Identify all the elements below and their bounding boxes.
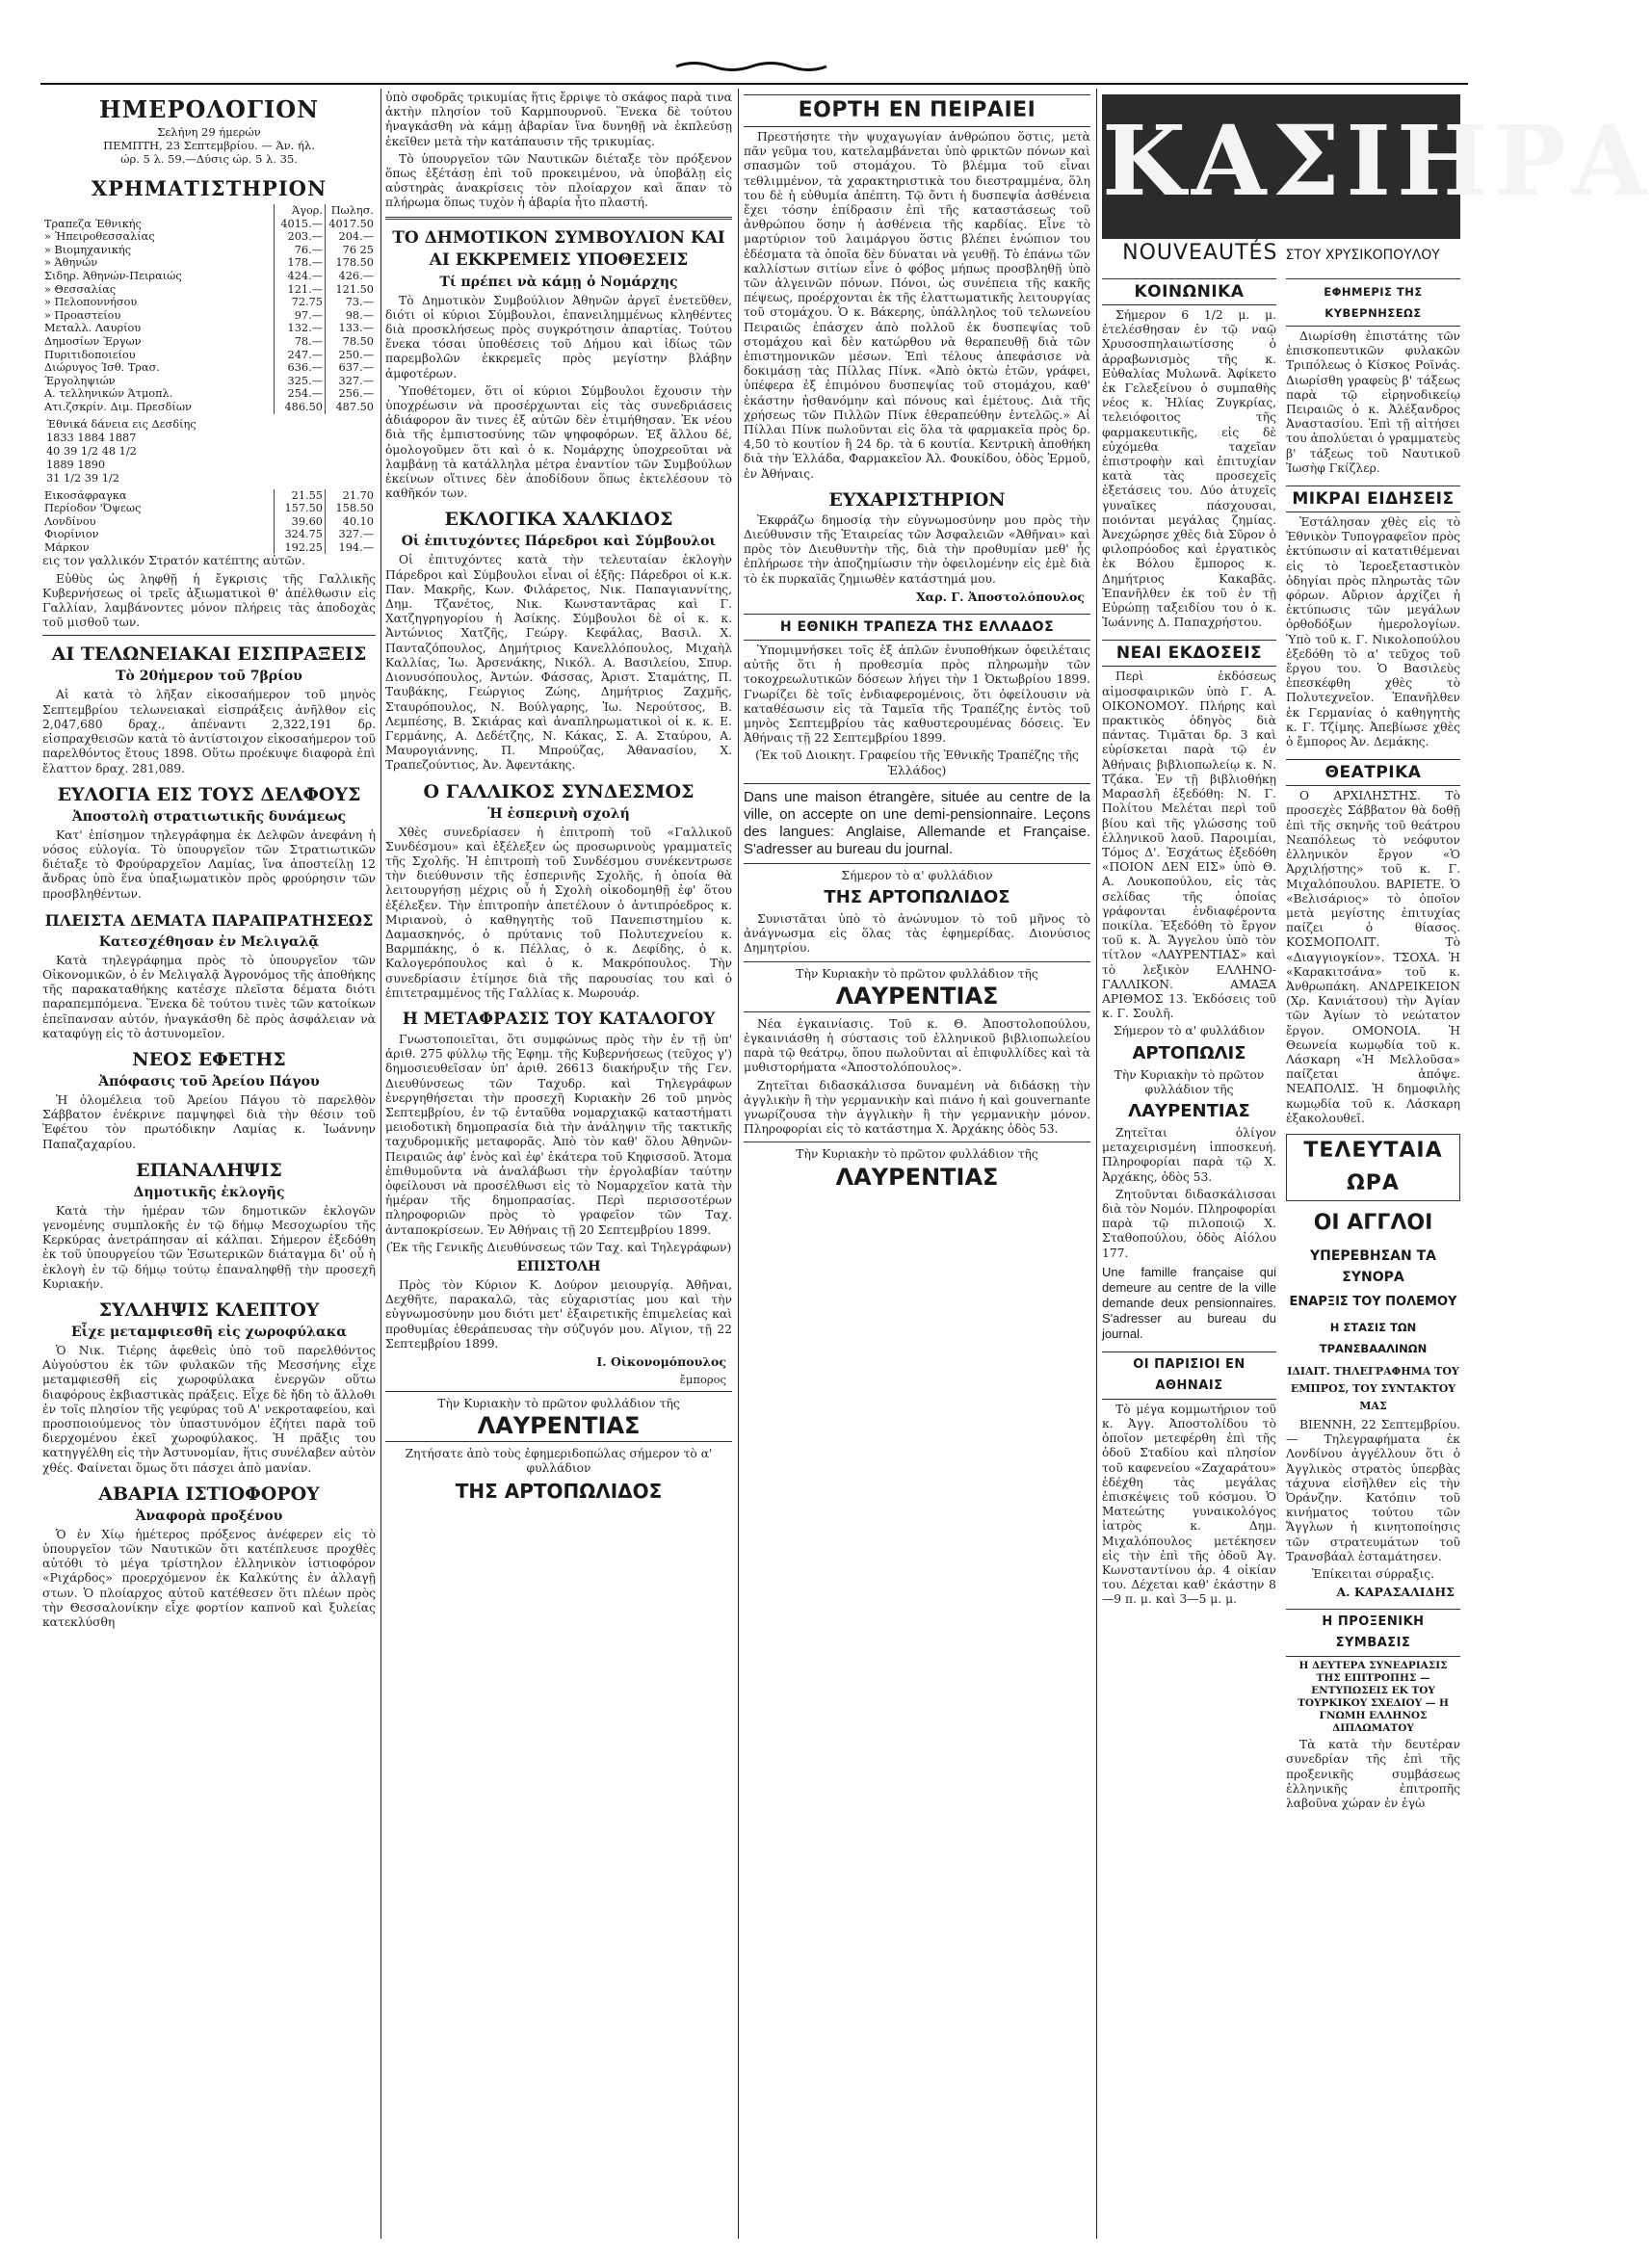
ad-title: ΛΑΥΡΕΝΤΙΑΣ [835,982,999,1010]
market-name: Ατι.ζσκρίν. Διμ. Πρεσδίων [44,400,192,413]
ad-text: Ζητεῖται ὁλίγον μεταχειρισμένη ἱπποσκευή. Πληροφορίαι παρὰ τῷ Χ. Ἀρχάκης, ὁδὸς 53. [1102,1125,1276,1184]
market-name: Φιορίνιον [44,528,99,541]
table-row [42,309,376,323]
market-name: Μάρκον [44,540,90,554]
ad-text: Ζητήσατε ἀπὸ τοὺς ἐφημεριδοπώλας σήμερον τὸ α' φυλλάδιον [405,1447,713,1476]
column-divider [738,89,739,2239]
calendar-title: ΗΜΕΡΟΛΟΓΙΟΝ [98,95,320,123]
ad-text: Une famille française qui demeure au centre de la ville demande deux pensionnaires. S'adresser au bureau du journal. [1102,1264,1276,1341]
table-row [42,296,376,309]
article-text: Κατ' ἐπίσημον τηλεγράφημα ἐκ Δελφῶν ἀνεφάνη ἡ νόσος εὐλογία. Τὸ ὑπουργεῖον τῶν Στρατιωτικῶν διέταξε τὸ Φρούραρχεῖον Λαμίας, ἵνα ἀποστείλῃ 12 ἄνδρας ὑπὸ ἕνα ὑπαξιωματικὸν πρὸς φρούρησιν τῶν προσβληθέντων. [42,827,376,901]
logo-subtitle-main: NOUVEAUTÉS [1122,241,1278,265]
buy-price: 78.— [275,335,326,349]
buy-price: 324.75 [275,528,326,541]
headline: ΜΙΚΡΑΙ ΕΙΔΗΣΕΙΣ [1286,486,1460,512]
buy-price: 39.60 [275,515,326,529]
article-text: Χθὲς συνεδρίασεν ἡ ἐπιτροπὴ τοῦ «Γαλλικοῦ Συνδέσμου» καὶ ἐξέλεξεν ὡς προσωρινοὺς γραμματεῖς τῆς Σχολῆς. Ἡ ἐπιτροπὴ τοῦ Συνδέσμου συνέκεντρωσε τὴν διεύθυνσιν τῆς ἑσπερινῆς Σχολῆς, ἡ ὁποία θὰ λειτουργήσῃ μέχρις οὗ ἡ Σχολὴ οἰκοδομηθῇ ἐφ' ὅτου ἐξέλεξεν. Τὴν ἐπιτροπὴν ἀπετέλουν ὁ ἀντιπρόεδρος κ. Μιριανοὺ, ὁ καθηγητὴς τοῦ Πανεπιστημίου κ. Δαμασκηνός, ὁ πρύτανις τοῦ Πολυτεχνείου κ. Βαρμπάκης, ὁ κ. Πέλλας, ὁ κ. Δεφίδης, ὁ κ. Καλογερόπουλος καὶ ὁ κ. Μακρόπουλος. Τὴν συνεδρίασιν ἐτίμησε διὰ τῆς παρουσίας του καὶ ὁ ἐπιτετραμμένος τῆς Γαλλίας κ. Μωρουάρ. [385,825,732,1000]
article-note: (Ἐκ τοῦ Διοικητ. Γραφείου τῆς Ἐθνικῆς Τραπέζης τῆς Ἑλλάδος) [755,748,1079,777]
article-text: Ἐπίκειται σύρραξις. [1311,1566,1435,1581]
buy-price: 424.— [275,270,326,283]
market-table-2 [42,489,376,555]
article-text: Ὑποθέτομεν, ὅτι οἱ κύριοι Σύμβουλοι ἔχουσιν τὴν ὑποχρέωσιν νὰ προσέρχωνται εἰς τὰς συνεδριάσεις ἀδιάφορον ἂν τινες ἐξ αὐτῶν δὲν ἐτιμήθησαν. Ἐκ νέου διὰ τῆς ἐμπιστοσύνης τῶν ψηφοφόρων. Ἐξ ἄλλου δέ, ὁμολογοῦμεν ὅτι καὶ ὁ κ. Νομάρχης ὑποχρεοῦται νὰ λαμβάνῃ τὰ κατάλληλα μέτρα ἐναντίον τῶν Συμβούλων ἐκείνων οἵτινες δὲν ἀποδίδουν ὅπως ἐκτελέσουν τὸ καθῆκόν των. [385,383,732,501]
buy-price: 203.— [275,230,326,244]
logo-subtitle [1102,241,1460,265]
header-rule [40,83,1468,85]
article-text: Περὶ ἐκδόσεως αἰμοσφαιρικῶν ὑπὸ Γ. Α. ΟΙΚΟΝΟΜΟΥ. Πλήρης καὶ πρακτικὸς ὁδηγὸς διὰ πάντας. Τιμᾶται δρ. 3 καὶ εὑρίσκεται παρὰ τῷ ἐν Ἀθήναις βιβλιοπωλείῳ κ. Ν. Τζάκα. Ἐν τῇ βιβλιοθήκῃ Μαρασλῆ ἐξεδόθη: Ν. Γ. Πολίτου Μελέται περὶ τοῦ βίου καὶ τῆς γλώσσης τοῦ ἑλληνικοῦ λαοῦ. Παροιμίαι, Τόμος Δ'. Ἐσχάτως ἐξεδόθη «ΠΟΙΟΝ ΔΕΝ ΕΙΣ» ὑπὸ Θ. Α. Λουκοπούλου, εἰς τὰς σελίδας τῆς ὁποίας γράφονται ἐνδιαφέροντα ποικίλα. Ἐξεδόθη τὸ ἔργον τοῦ κ. Ἀ. Ἄγγελου ὑπὸ τὸν τίτλον «ΛΑΥΡΕΝΤΙΑΣ» καὶ τὸ λεξικὸν ΕΛΛΗΝΟ-ΓΑΛΛΙΚΟΝ. ΑΜΑΞΑ ΑΡΙΘΜΟΣ 13. Ἐκδόσεις τοῦ κ. Γ. Σουλῆ. [1102,669,1276,1021]
headline: ΚΟΙΝΩΝΙΚΑ [1102,278,1276,305]
ad-title: ΑΡΤΟΠΩΛΙΣ [1132,1042,1246,1063]
subheadline: Ἀναφορὰ προξένου [135,1508,283,1524]
headline: ΟΙ ΠΑΡΙΣΙΟΙ ΕΝ ΑΘΗΝΑΙΣ [1102,1352,1276,1400]
headline: ΠΛΕΙΣΤΑ ΔΕΜΑΤΑ ΠΑΡΑΠΡΑΤΗΣΕΩΣ [44,910,374,930]
column-divider [1096,89,1097,2239]
sell-price: 637.— [326,361,377,375]
headline: ΑΙ ΤΕΛΩΝΕΙΑΚΑΙ ΕΙΣΠΡΑΞΕΙΣ [51,643,367,666]
headline: ΕΚΛΟΓΙΚΑ ΧΑΛΚΙΔΟΣ [444,509,673,531]
headline: ΕΥΛΟΓΙΑ ΕΙΣ ΤΟΥΣ ΔΕΛΦΟΥΣ [57,783,361,805]
subheadline: Η ΣΤΑΣΙΣ ΤΩΝ ΤΡΑΝΣΒΑΑΛΙΝΩΝ [1319,1320,1428,1355]
table-row [42,230,376,244]
exchange-title: ΧΡΗΜΑΤΙΣΤΗΡΙΟΝ [91,176,328,200]
buy-price: 247.— [275,349,326,362]
sell-price: 487.50 [326,401,377,414]
buy-price: 254.— [275,387,326,401]
column-divider [380,89,381,2239]
ad-text: Τὴν Κυριακὴν τὸ πρῶτον φυλλάδιον τῆς [437,1397,680,1411]
article-text: Τὸ Δημοτικὸν Συμβούλιον Ἀθηνῶν ἀργεῖ ἐνετεῦθεν, διότι οἱ κύριοι Σύμβουλοι, ἐπανειλημμένως κληθέντες διὰ προσκλήσεως πρὸς συγκρότησιν ἀπαρτίας. Τούτου ἕνεκα τόσαι ὑποθέσεις τοῦ Δήμου καὶ ἰδίως τῶν παρεμβολῶν ἐκκρεμεῖς πρὸς μεγίστην βλάβην ἀμφοτέρων. [385,293,732,381]
masthead-ornament-icon [674,60,828,73]
market-name: » Θεσσαλίας [44,282,117,296]
article-text: Ἡ ὁλομέλεια τοῦ Ἀρείου Πάγου τὸ παρελθὸν Σάββατον ἐνέκρινε παμψηφεὶ διὰ τὴν θέσιν τοῦ Ἐφέτου τὸν πρωτόδικην Λαμίας κ. Ἰωάννην Παπαζαχαρίου. [42,1092,376,1151]
table-row [42,335,376,349]
sell-price: 178.50 [326,256,377,270]
buy-price: 76.— [275,244,326,257]
buy-price: 192.25 [275,541,326,555]
subheadline: Ἀπόφασις τοῦ Ἀρείου Πάγου [98,1073,320,1089]
buy-price: 178.— [275,256,326,270]
subheadline: Εἶχε μεταμφιεσθῆ εἰς χωροφύλακα [70,1324,347,1340]
market-name: Διώρυγος Ίσθ. Τρασ. [44,361,160,375]
table-row [42,387,376,401]
article-text: Κατὰ τηλεγράφημα πρὸς τὸ ὑπουργεῖον τῶν Οἰκονομικῶν, ὁ ἐν Μελιγαλᾷ Ἀγρονόμος τῆς ἀποθήκης τῆς παρακαταθήκης κατέσχε πλεῖστα δέματα διότι παραπεμπόμενα. Ἕνεκα δὲ τούτου τινὲς τῶν κατοίκων ἐπεῖπανσαν αὐτόν, ἠναγκάσθη δὲ πρὸς ἀσφάλειαν νὰ καταφύγῃ εἰς τὸ ἀστυνομεῖον. [42,953,376,1040]
headline: Η ΠΡΟΞΕΝΙΚΗ ΣΥΜΒΑΣΙΣ [1286,1609,1460,1657]
ad-title: ΤΗΣ ΑΡΤΟΠΩΛΙΔΟΣ [455,1479,663,1503]
divider [744,961,1090,962]
ad-text: Τὴν Κυριακὴν τὸ πρῶτον φυλλάδιον τῆς [796,1147,1038,1162]
sell-price: 21.70 [326,489,377,503]
divider [744,783,1090,784]
ad-text: Τὴν Κυριακὴν τὸ πρῶτον φυλλάδιον τῆς [796,966,1038,981]
market-name: Δημοσίων Έργων [44,334,142,348]
divider [385,1391,732,1392]
buy-price: 72.75 [275,296,326,309]
headline: ΟΙ ΑΓΓΛΟΙ [1313,1210,1433,1235]
table-row [42,270,376,283]
table-row [42,349,376,362]
article-text: Ὁ ἐν Χίῳ ἡμέτερος πρόξενος ἀνέφερεν εἰς τὸ ὑπουργεῖον τῶν Ναυτικῶν ὅτι κατέπλευσε προχθὲς αὐτόθι τὸ μέγα τρίστηλον ἑλληνικὸν ἱστιοφόρον «Ριχάρδος» προερχόμενον ἐκ Καλκύτης ἐν ἀλλαγῇ στων. Ὁ πλοίαρχος αὐτοῦ κατέθεσεν ὅτι πλέων πρὸς τὴν Θεσσαλονίκην εἶχε φορτίον καπνοῦ καὶ ξυλείας κατεκλύσθη [42,1527,376,1630]
article-text: Γνωστοποιεῖται, ὅτι συμφώνως πρὸς τὴν ἐν τῇ ὑπ' ἀριθ. 275 φύλλῳ τῆς Ἐφημ. τῆς Κυβερνήσεως (τεῦχος γ') δημοσιευθεῖσαν ὑπ' ἀριθ. 26613 διακήρυξιν τῆς Γεν. Διευθύνσεως τῶν Ταχυδρ. καὶ Τηλεγράφων ἐνεργηθήσεται τὴν προσεχῆ Κυριακὴν 26 τοῦ μηνὸς Σεπτεμβρίου, ἐν τῷ ἐνταῦθα νομαρχιακῷ καταστήματι μειοδοτικὴ δημοπρασία διὰ τὴν ἀνάληψιν τῆς τακτικῆς ταχυδρομικῆς μεταφορᾶς. Ἀπὸ τὸν καθ' ὅλου Ἀθηνῶν-Πειραιῶς ἀφ' ἑνὸς καὶ ἐφ' ἑκάτερα τοῦ Κηφισσοῦ. Ἄτομα ἐπιθυμοῦντα νὰ ἀναλάβωσι τὴν ἐργολαβίαν ταύτην ὀφείλουσι νὰ προσέλθωσι εἰς τὸ Νομαρχεῖον κατὰ τὴν ἡμέραν τῆς δημοπρασίας. Περὶ περισσοτέρων πληροφοριῶν πρὸς τὸ γραφεῖον τῶν Ταχ. ἀνταποκρίσεων. Ἐν Ἀθήναις τῇ 20 Σεπτεμβρίου 1899. [385,1032,732,1237]
article-text: Τὸ ὑπουργεῖον τῶν Ναυτικῶν διέταξε τὸν πρόξενον ὅπως ἐξέτάσῃ ἐπὶ τοῦ προκειμένου, νὰ ὑποβάλῃ εἰς αὐστηρὰς ἀνακρίσεις τὸν πλοίαρχον καὶ ἅπαν τὸ πλήρωμα ὅπως τυχὸν ἡ ἀβαρία ἦτο πλαστή. [385,151,732,210]
subheadline: Τὸ 20ἡμερον τοῦ 7βρίου [116,669,302,685]
divider [42,635,376,636]
sell-price: 256.— [326,387,377,401]
article-text: Ὁ Νικ. Τιέρης ἀφεθεὶς ὑπὸ τοῦ παρελθόντος Αὐγούστου ἐκ τῶν φυλακῶν τῆς Μεσσήνης εἶχε μεταμφιεσθῆ εἰς χωροφύλακα ἐνεργῶν οὕτω διαφόρους ἐκβιαστικὰς πράξεις. Εἶχε δὲ ἤδη τὸ ἄλλοθι ἐν τοῖς πλησίον τῆς γεφύρας τοῦ Α' νεκροταφείου, καὶ προσποιούμενος τὸν ὑπαστυνόμον ἐζήτει παρὰ τοῦ διερχομένου ἐκεῖ χωροφύλακος. Ἡ πρᾶξις του κατηγγέλθη εἰς τὴν Ἀστυνομίαν, ἥτις συνέλαβεν αὐτὸν χθές. Φαίνεται ὅμως ὅτι πάσχει ἀπὸ μανίαν. [42,1343,377,1475]
article-text: Οἱ ἐπιτυχόντες κατὰ τὴν τελευταίαν ἐκλογὴν Πάρεδροι καὶ Σύμβουλοι εἶναι οἱ ἑξῆς: Πάρεδροι οἱ κ.κ. Παν. Μακρῆς, Κων. Φιλάρετος, Νικ. Παπαγιαννίτης, Δημ. Τζανέτος, Νικ. Κωνσταντᾶρας καὶ Γ. Χατζηγρηγορίου ἡ Ἀσίκης. Σύμβουλοι δὲ οἱ κ. κ. Ἀντώνιος Χατζῆς, Γεώργ. Κεφάλας, Βασιλ. Χ. Πανταζόπουλος, Δημήτριος Κανελλόπουλος, Μιχαὴλ Καλλίας, Ἰω. Ἀρσενάκης, Νικόλ. Α. Βασιλείου, Σπυρ. Διονυσόπουλος, Ἀντών. Φάσσας, Ἀριστ. Σταμάτης, Π. Ταυβάκης, Γεώργιος Ζώης, Δημήτριος Ζαχμῆς, Σταυρόπουλος, Ν. Βούλγαρης, Ἰω. Νερούτσος, Β. Λεμπέσης, Β. Σκιάρας καὶ ἀναπληρωματικοὶ οἱ κ. κ. Ε. Γερμάνης, Α. Δεδέτζης, Ν. Κάκας, Σ. Α. Σταύρου, Α. Μαυρογιάννης, Π. Μπρούζας, Ἀθανασίου, Χ. Τραπεζούντιος, Ἀν. Ἀφεντάκης. [385,553,732,773]
header-buy: Άγορ. [275,204,326,218]
ad-text: Συνιστᾶται ὑπὸ τὸ ἀνώνυμον τὸ τοῦ μῆνος τὸ ἀνάγνωσμα εἰς ὅλας τὰς ἐφημερίδας. Διονύσιος Δημητρίου. [744,911,1090,956]
article-text: Σήμερον 6 1/2 μ. μ. ἐτελέσθησαν ἐν τῷ ναῷ Χρυσοσπηλαιωτίσσης ὁ ἀρραβωνισμὸς τῆς κ. Εὐθαλίας Μυλωνᾶ. Ἀφίκετο ἐκ Γελεξείνου ὁ συμπαθὴς νέος κ. Ἠλίας Ζυγκρίας, τελειόφοιτος τῆς φαρμακευτικῆς, εἰς δὲ εὐχόμεθα ταχεῖαν ἐπιστροφὴν καὶ ἐπιτυχίαν κατὰ τὰς προσεχεῖς ἐξετάσεις του. Δύο ἀτυχεῖς γυναῖκες πάσχουσαι, ποιόνται μεγάλας ζημίας. Ἀνεχώρησε χθὲς διὰ Σῦρον ὁ φιλοπρόοδος καὶ ἐργατικὸς ἐκ Βόλου ἔμπορος κ. Δημήτριος Κακαβᾶς. Ἐπανῆλθεν ἐκ τοῦ ἐν τῇ Εὐρώπῃ ταξειδίου του ὁ κ. Ἰωάννης Δ. Παπαχρήστου. [1102,308,1276,630]
article-text: Εὐθὺς ὡς ληφθῇ ἡ ἔγκρισις τῆς Γαλλικῆς Κυβερνήσεως οἱ τρεῖς ἀξιωματικοὶ θ' ἀπέλθωσιν εἰς Γαλλίαν, λαμβάνοντες μόνον πλήρεις τὰς ἀποδοχὰς τοῦ μισθοῦ των. [42,571,376,630]
table-row [42,489,376,503]
subcolumn-right [1286,269,1460,1814]
subheadline: ΙΔΙΑΙΤ. ΤΗΛΕΓΡΑΦΗΜΑ ΤΟΥ ΕΜΠΡΟΣ, ΤΟΥ ΣΥΝΤΑΚΤΟΥ ΜΑΣ [1287,1364,1459,1412]
article-note: (Ἐκ τῆς Γενικῆς Διευθύνσεως τῶν Ταχ. καὶ Τηλεγράφων) [385,1240,732,1254]
ad-text: Σήμερον τὸ α' φυλλάδιον [841,868,993,882]
sell-price: 426.— [326,270,377,283]
ad-title: ΛΑΥΡΕΝΤΙΑΣ [1128,1100,1250,1121]
table-row [42,375,376,388]
market-name: » Πελοποννήσου [44,296,138,309]
divider [744,863,1090,864]
market-name: » Προαστείου [44,308,121,322]
shop-logo [1102,94,1652,239]
column-2 [385,91,732,2239]
calendar-line: ώρ. 5 λ. 59.—Δύσις ώρ. 5 λ. 35. [120,152,298,166]
logo-word: ΚΑΣΙΗΡΑ [1102,104,1652,218]
ad-text: Dans une maison étrangère, située au centre de la ville, on accepte on une demi-pensionnaire. Leçons des langues: Anglaise, Allemande et Française. S'adresser au bureau du journal. [744,788,1090,857]
market-name: Σιδηρ. Άθηνών-Πειραιώς [44,269,182,282]
buy-price: 325.— [275,375,326,388]
sell-price: 73.— [326,296,377,309]
last-hour-banner: ΤΕΛΕΥΤΑΙΑ ΩΡΑ [1286,1134,1460,1201]
market-name: Λονδίνου [44,514,96,528]
ad-text: Νέα ἐγκαινίασις. Τοῦ κ. Θ. Ἀποστολοπούλου, ἐγκαινιάσθη ἡ σύστασις τοῦ ἑλληνικοῦ βιβλιοπωλείου παρὰ τῷ θεάτρῳ, ὅπου πωλοῦνται αἱ ἐπιφυλλίδες καὶ τὰ μυθιστορήματα «Ἀποστολόπουλος». [744,1016,1090,1075]
headline: ΕΠΑΝΑΛΗΨΙΣ [136,1159,282,1181]
article-text: Ἐστάλησαν χθὲς εἰς τὸ Ἐθνικὸν Τυπογραφεῖον πρὸς ἐκτύπωσιν αἱ κατατιθέμεναι εἰς τὸ Ἱεροεξεταστικὸν ὀδηγίαι πρὸς πληρωτὰς τῶν φόρων. Αὔριον ἀρχίζει ἡ ἐκτύπωσις τῶν μεγάλων ὀρθοδόξων ἡμερολογίων. Ὑπὸ τοῦ κ. Γ. Νικολοπούλου ἐξεδόθη τὸ α' τεῦχος τοῦ ἔργου του. Ὁ Βασιλεὺς ἐπεσκέφθη χθὲς τὸ Πολυτεχνεῖον. Ἐπανῆλθεν ἐκ Γερμανίας ὁ καθηγητὴς κ. Γ. Τζίμης. Ἀπεβίωσε χθὲς ὁ ἔμπορος Ἀν. Δεμάκης. [1286,515,1460,749]
headline: ΕΟΡΤΗ ΕΝ ΠΕΙΡΑΙΕΙ [744,94,1090,127]
sell-price: 327.— [326,375,377,388]
market-name: Μεταλλ. Λαυρίου [44,322,142,335]
article-text: Πρεστήσητε τὴν ψυχαγωγίαν ἀνθρώπου ὅστις, μετὰ πᾶν γεῦμα του, κατελαμβάνεται ὑπὸ φρικτῶν πόνων καὶ σπασμῶν τοῦ στομάχου. Τὸ βλέμμα τοῦ εἶναι τεθλιμμένον, τὰ χαρακτηριστικὰ του διεστραμμένα, ὅλη του δὲ ἡ εὐθυμία ἀπέπτη. Τῷ ὄντι ἡ δυσπεψία ἀσθένεια ἔχει τόσην ἐπίδρασιν ἐπὶ τῆς καταστάσεως τοῦ ἀνθρώπου ὅσην ἡ ἀσθένεια τῆς καρδίας. Εἶνε τὸ μαρτύριον τοῦ λαιμάργου ὅστις βλέπει ἐνώπιον του ἐδέσματα τὰ ὁποῖα δὲν δύναται νὰ γευθῇ. Τὸ ἐπάνω τῶν καλλίστων σιτίων εἶνε ὁ φόβος μήπως προσβληθῇ ὑπὸ τῶν ἀλγεινῶν πόνων. Πόνοι, ὡς συνέπεια τῆς κακῆς πέψεως, προέρχονται ἐκ τῆς ἐλαττωματικῆς λειτουργίας τοῦ στομάχου. Ὁ κ. Βάκερης, ὑπάλληλος τοῦ τελωνείου Πειραιῶς ἐπάσχεν ἀπὸ πολλοῦ ἐκ δυσπεψίας τοῦ στομάχου καὶ δὲν κατώρθου νὰ θεραπευθῇ διὰ τῶν ἐπιστημονικῶν μέσων. Ἐπὶ τέλους ἀπεφάσισε νὰ δοκιμάσῃ τὰς Πίλλας Πίνκ. «Ἀπὸ ὀκτὼ ἐτῶν, γράφει, ὑπέφερα ἐξ ἐπιμόνου δυσπεψίας τοῦ στομάχου, καθ' ἑκάστην ἠσθανόμην καὶ πόνους καὶ ἐμέτους. Διὰ τῆς χρήσεως τῶν Πιλλῶν Πίνκ ἐθεραπεύθην ἐντελῶς.» Αἱ Πίλλαι Πίνκ πωλοῦνται εἰς ὅλα τὰ φαρμακεῖα πρὸς δρ. 4,50 τὸ κουτίον ἢ 24 δρ. τὰ 6 κουτία. Κεντρικὴ ἀποθήκη διὰ τὴν Ἑλλάδα, Φαρμακεῖον Ἀλ. Φουκίδου, ὁδὸς Ἑρμοῦ, ἐν Ἀθήναις. [744,130,1090,481]
buy-price: 97.— [275,309,326,323]
headline: ΘΕΑΤΡΙΚΑ [1286,759,1460,786]
ad-title: ΤΗΣ ΑΡΤΟΠΩΛΙΔΟΣ [824,886,1010,907]
table-row [42,401,376,414]
sell-price: 4017.50 [326,218,377,231]
buy-price: 21.55 [275,489,326,503]
article-text: Τὸ μέγα κομμωτήριον τοῦ κ. Ἀγγ. Ἀποστολίδου τὸ ὁποῖον μετεφέρθη ἐπὶ τῆς ὁδοῦ Σταδίου καὶ πλησίον τοῦ καφενείου «Ζαχαράτου» ἐδέχθη τὰς μεγάλας ἐπισκέψεις τοῦ κόσμου. Ὁ Ματεώτης γυναικολόγος ἰατρὸς κ. Δημ. Μιχαλόπουλος μετέκησεν εἰς τὴν ἐπὶ τῆς ὁδοῦ Ἀγ. Κωνσταντίνου ἀρ. 4 οἰκίαν του. Δέχεται καθ' ἑκάστην 8—9 π. μ. καὶ 3—5 μ. μ. [1102,1402,1276,1607]
article-text: ΒΙΕΝΝΗ, 22 Σεπτεμβρίου. — Τηλεγραφήματα ἐκ Λονδίνου ἀγγέλλουν ὅτι ὁ Ἀγγλικὸς στρατὸς ὑπερβὰς τάχυνα εἰσῆλθεν εἰς τὴν Ὀράνζην. Κατόπιν τοῦ κινήματος τούτου τῶν Ἄγγλων ἡ κινητοποίησις τῶν στρατευμάτων τοῦ Τρανσβάαλ ἐσταμάτησεν. [1286,1417,1460,1563]
header-sell: Πωλησ. [326,204,377,218]
subheadline: Ἡ ἑσπερινὴ σχολή [487,805,630,822]
buy-price: 4015.— [275,218,326,231]
sell-price: 78.50 [326,335,377,349]
article-text: ὑπὸ σφοδρᾶς τρικυμίας ἥτις ἔρριψε τὸ σκάφος παρὰ τινα ἀκτὴν πλησίον τοῦ Καρμπουρνοῦ. Ἕνεκα δὲ τούτου ἠναγκάσθη νὰ κάμῃ ἀβαρίαν ἵνα δυνηθῇ νὰ ἐκπλεύσῃ ἐκεῖθεν μετὰ τὴν κατάπαυσιν τῆς τρικυμίας. [385,91,732,148]
loan-row: Έθνικά δάνεια εις Δεσδίης [46,417,197,431]
divider [744,1011,1090,1012]
table-row [42,218,376,231]
sell-price: 133.— [326,322,377,335]
loan-row: 1889 1890 [46,458,106,471]
sell-price: 204.— [326,230,377,244]
buy-price: 121.— [275,283,326,297]
sell-price: 194.— [326,541,377,555]
subheadline: ΕΝΑΡΞΙΣ ΤΟΥ ΠΟΛΕΜΟΥ [1289,1294,1457,1309]
market-name: » Άθηνών [44,256,98,270]
table-row [42,541,376,555]
sell-price: 76 25 [326,244,377,257]
table-row [42,528,376,541]
subheadline: ΕΠΙΣΤΟΛΗ [516,1259,601,1274]
subheadline: Η ΔΕΥΤΕΡΑ ΣΥΝΕΔΡΙΑΣΙΣ ΤΗΣ ΕΠΙΤΡΟΠΗΣ — ΕΝΤΥΠΩΣΕΙΣ ΕΚ ΤΟΥ ΤΟΥΡΚΙΚΟΥ ΣΧΕΔΙΟΥ — Η ΓΝΩΜΗ ΕΛΛΗΝΟΣ ΔΙΠΛΩΜΑΤΟΥ [1298,1660,1449,1735]
buy-price: 636.— [275,361,326,375]
subheadline: Τί πρέπει νὰ κάμῃ ὁ Νομάρχης [439,274,678,290]
logo-subtitle-shop: ΣΤΟΥ ΧΡΥΣΙΚΟΠΟΥΛΟΥ [1285,248,1440,263]
sell-price: 40.10 [326,515,377,529]
signature-role: ἔμπορος [679,1373,726,1387]
column-1 [42,91,376,2239]
article-text: Κατὰ τὴν ἡμέραν τῶν δημοτικῶν ἐκλογῶν γενομένης συμπλοκῆς ἐν τῷ δήμῳ Μεσοχωρίου τῆς Κερκύρας ἀνετράπησαν αἱ κάλπαι. Σήμερον ἐξεδόθη ἐκ τοῦ ὑπουργείου τῶν Ἐσωτερικῶν διάταγμα δι' οὗ ἡ ἐκλογὴ ἐν τῷ δήμῳ τούτῳ ἐπαναληφθῇ τὴν προσεχῆ Κυριακήν. [42,1203,376,1291]
market-note: εις τον γαλλικόν Στρατόν κατέπτης αὐτῶν. [42,554,305,568]
headline: ΝΕΑΙ ΕΚΔΟΣΕΙΣ [1102,640,1276,667]
article-text: Ἐκφράζω δημοσίᾳ τὴν εὐγνωμοσύνην μου πρὸς τὴν Διεύθυνσιν τῆς Ἑταιρείας τῶν Ἀσφαλειῶν «Ἀθῆναι» καὶ πρὸς τὸν Διευθυντὴν τῆς, διὰ τὴν προθυμίαν μεθ' ἧς ἐπλήρωσε τὴν ἀποζημίωσιν τὴν ὁφειλομένην εἰς ἐμὲ διὰ τὸ ἐκ πυρκαϊᾶς ζημιωθὲν κατάστημά μου. [744,512,1090,586]
subheadline: Δημοτικῆς ἐκλογῆς [133,1184,285,1200]
market-table [42,204,376,414]
headline: ΕΥΧΑΡΙΣΤΗΡΙΟΝ [828,488,1006,511]
article-text: Ο ΑΡΧΙΛΗΣΤΗΣ. Τὸ προσεχὲς Σάββατον θὰ δοθῇ ἐπὶ τῆς σκηνῆς τοῦ θεάτρου Νεαπόλεως τὸ νεόφυτον ἐλληνικὸν ἔργον «Ὁ Ἀρχιλῄστης» τοῦ κ. Γ. Μιχαλόπουλου. ΒΑΡΙΕΤΕ. Ὁ «Βελισάριος» τὸ ὁποῖον μετὰ μεγίστης ἐπιτυχίας παίζει ὁ θίασος. ΚΟΣΜΟΠΟΛΙΤ. Τὸ «Διαγγιογκίον». ΤΣΟΧΑ. Ἡ «Καρακιτσάνα» τοῦ κ. Ἀνθρωπάκη. ΑΝΔΡΕΙΚΕΙΟΝ (Χρ. Κανιάτσου) τὴν Ἀγίαν τῶν Ἀγίων τὸ νεώτατον ἔργον. ΟΜΟΝΟΙΑ. Ἡ Θεωνεία κωμῳδία τοῦ κ. Λάσκαρη «Ἡ Μελλοῦσα» παίζεται ἀπόψε. ΝΕΑΠΟΛΙΣ. Ἡ δημοφιλὴς κωμῳδία τοῦ κ. Λάσκαρη ἐξακολουθεῖ. [1286,789,1460,1125]
signature: Ι. Οἰκονομόπουλος [596,1354,726,1370]
table-row [42,204,376,218]
column-4 [1102,91,1652,2239]
divider [385,217,732,220]
calendar-line: ΠΕΜΠΤΗ, 23 Σεπτεμβρίου. — Άν. ήλ. [103,139,315,152]
article-text: Πρὸς τὸν Κύριον Κ. Δούρον μειουργίᾳ. Ἀθῆναι, Δεχθῆτε, παρακαλῶ, τὰς εὐχαριστίας μου καὶ τὴν εὐγνωμοσύνην μου διότι μετ' ἐξαιρετικῆς ἐπιμελείας καὶ προθυμίας ἐθεράπευσας τὴν σύζυγόν μου. Αἴγιον, τῇ 22 Σεπτεμβρίου 1899. [385,1278,732,1351]
market-name: Πυριτιδοποιείου [44,348,136,361]
headline: Η ΕΘΝΙΚΗ ΤΡΑΠΕΖΑ ΤΗΣ ΕΛΛΑΔΟΣ [744,614,1090,641]
headline: ΕΦΗΜΕΡΙΣ ΤΗΣ ΚΥΒΕΡΝΗΣΕΩΣ [1286,278,1460,327]
market-name: Α. τελληνικών Άτμοπλ. [44,387,173,401]
headline: ΣΥΛΛΗΨΙΣ ΚΛΕΠΤΟΥ [98,1299,320,1321]
loan-row: 40 39 1/2 48 1/2 [46,444,137,458]
headline: Η ΜΕΤΑΦΡΑΣΙΣ ΤΟΥ ΚΑΤΑΛΟΓΟΥ [402,1009,716,1029]
subheadline: Ἀποστολὴ στρατιωτικῆς δυνάμεως [71,808,347,825]
signature: Α. ΚΑΡΑΣΑΛΙΔΗΣ [1336,1585,1455,1600]
ad-text: Ζητοῦνται διδασκάλισσαι διὰ τὸν Νομόν. Πληροφορίαι παρὰ τῷ πιλοποιῷ Χ. Σταθοπούλου, ὁδὸς Αἰόλου 177. [1102,1187,1276,1260]
headline: ΝΕΟΣ ΕΦΕΤΗΣ [132,1048,286,1070]
sell-price: 327.— [326,528,377,541]
article-text: Ὑπομιμνήσκει τοῖς ἐξ ἀπλῶν ἐνυποθήκων ὀφειλέταις αὐτῆς ὅτι ἡ προθεσμία πρὸς πληρωμὴν τῶν τοκοχρεωλυτικῶν δόσεων λήγει τὴν 1 Ὀκτωβρίου 1899. Γνωρίζει δὲ τοῖς ἐνδιαφερομένοις, ὅτι ὀφείλουσιν νὰ καταθέσωσιν εἰς τὰ Ταμεῖα τῆς Τραπέζης ἐντὸς τοῦ μηνὸς Σεπτεμβρίου τὰς καθυστερουμένας δόσεις. Ἐν Ἀθήναις τῇ 22 Σεπτεμβρίου 1899. [744,643,1090,746]
buy-price: 157.50 [275,502,326,515]
market-name: Περίοδον 'Όψεως [44,502,142,515]
ad-title: ΛΑΥΡΕΝΤΙΑΣ [477,1412,641,1440]
article-text: Τὰ κατὰ τὴν δευτέραν συνεδρίαν τῆς ἐπὶ τῆς προξενικῆς συμβάσεως ἑλληνικῆς ἐπιτροπῆς λαβοῦνα χώραν ἐν ἐγὼ [1286,1738,1460,1810]
ad-text: Τὴν Κυριακὴν τὸ πρῶτον φυλλάδιον τῆς [1114,1067,1265,1096]
loan-row: 31 1/2 39 1/2 [46,471,119,485]
table-row [42,502,376,515]
sell-price: 121.50 [326,283,377,297]
buy-price: 486.50 [275,401,326,414]
signature: Χαρ. Γ. Ἀποστολόπουλος [915,589,1085,604]
table-row [42,244,376,257]
table-row [42,256,376,270]
sell-price: 98.— [326,309,377,323]
article-text: Αἱ κατὰ τὸ λῆξαν εἰκοσαήμερον τοῦ μηνὸς Σεπτεμβρίου τελωνειακαὶ εἰσπράξεις ἀνῆλθον εἰς 2,047,680 δραχ., ἀπέναντι 2,322,191 δρ. εἰσπραχθεισῶν κατὰ τὸ ἀντίστοιχον εἰκοσαήμερον τοῦ παρελθόντος ἔτους 1898. Οὕτω προέκυψε διαφορὰ ἐπὶ ἔλαττον δραχ. 281,089. [42,688,376,775]
subheadline: Οἱ ἐπιτυχόντες Πάρεδροι καὶ Σύμβουλοι [401,534,717,550]
market-name: Εικοσάφραγκα [44,488,127,502]
calendar-line: Σελήνη 29 ήμερών [157,125,261,139]
market-name: Τραπεζα Έθνικής [44,217,142,230]
subheadline: Κατεσχέθησαν ἐν Μελιγαλᾷ [98,933,320,950]
table-row [42,515,376,529]
table-row [42,322,376,335]
sell-price: 250.— [326,349,377,362]
loan-row: 1833 1884 1887 [46,431,137,444]
divider [385,1441,732,1442]
ad-text: Ζητεῖται διδασκάλισσα δυναμένη νὰ διδάσκῃ τὴν ἀγγλικὴν ἢ τὴν γερμανικὴν καὶ πιάνο ἡ καὶ gouvernante γνωρίζουσα τὴν ἀγγλικὴν ἢ τὴν γερμανικὴν μόνον. Πληροφορίαι εἰς τὸ κατάστημα Χ. Ἀρχάκης ὁδὸς 53. [744,1078,1090,1137]
subheadline: ΥΠΕΡΕΒΗΣΑΝ ΤΑ ΣΥΝΟΡΑ [1309,1247,1436,1285]
column-3 [744,91,1090,2239]
article-text: Διωρίσθη ἐπιστάτης τῶν ἐπισκοπευτικῶν φυλακῶν Τριπόλεως ὁ Κίσκος Ροϊνάς. Διωρίσθη γραφεὺς β' τάξεως παρὰ τῷ εἰρηνοδικείῳ Πειραιῶς ὁ κ. Ἀλέξανδρος Ἀναστασίου. Ἐπὶ τῇ αἰτήσει του ἀπολύεται ὁ γραμματεὺς β' τάξεως τοῦ Ναυτικοῦ Ἰωσὴφ Γκίζλερ. [1286,329,1460,475]
market-name: Έργοληψιών [44,374,116,387]
subcolumn-left [1102,269,1276,1814]
sell-price: 158.50 [326,502,377,515]
ad-text: Σήμερον τὸ α' φυλλάδιον [1113,1024,1266,1038]
headline: ΑΒΑΡΙΑ ΙΣΤΙΟΦΟΡΟΥ [98,1483,320,1505]
market-name: » Βιομηχανικής [44,243,132,256]
ad-title: ΛΑΥΡΕΝΤΙΑΣ [835,1163,999,1191]
table-row [42,361,376,375]
headline: ΤΟ ΔΗΜΟΤΙΚΟΝ ΣΥΜΒΟΥΛΙΟΝ ΚΑΙ ΑΙ ΕΚΚΡΕΜΕΙΣ ΥΠΟΘΕΣΕΙΣ [392,227,725,270]
market-name: » Ήπειροθεσσαλίας [44,230,155,244]
headline: Ο ΓΑΛΛΙΚΟΣ ΣΥΝΔΕΣΜΟΣ [423,780,695,802]
buy-price: 132.— [275,322,326,335]
two-subcolumns [1102,269,1460,1814]
table-row [42,283,376,297]
